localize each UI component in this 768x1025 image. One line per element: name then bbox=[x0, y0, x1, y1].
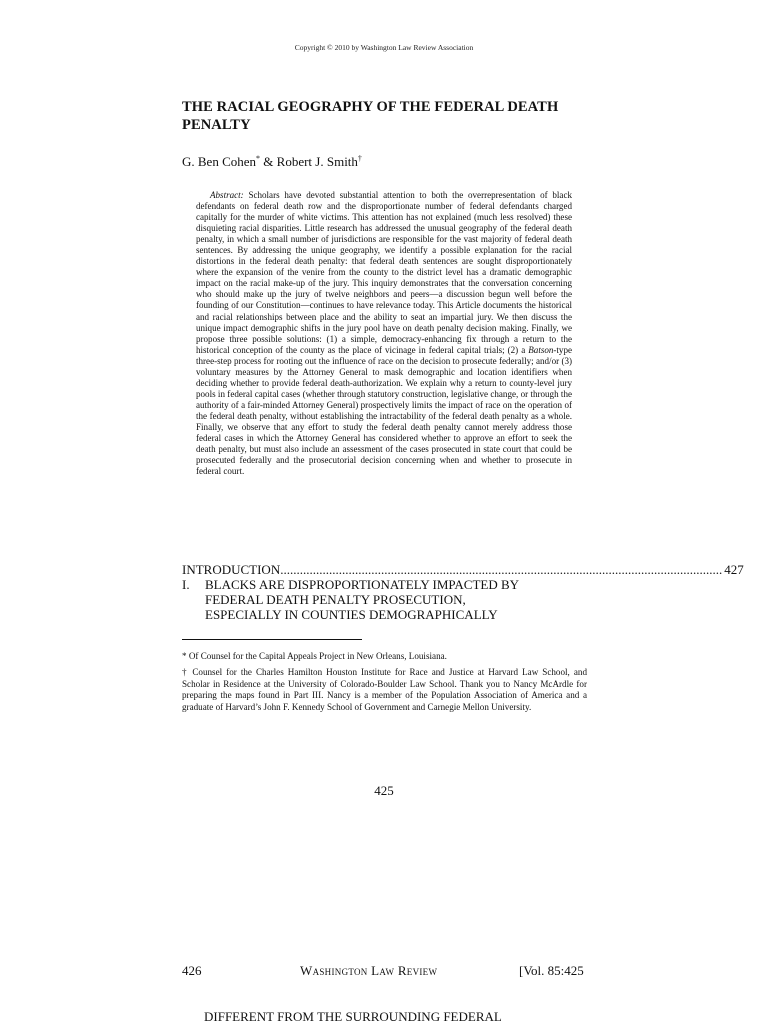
copyright-notice: Copyright © 2010 by Washington Law Review Association bbox=[294, 43, 474, 52]
author-2-footnote-mark: † bbox=[357, 154, 362, 163]
footnote-2: † Counsel for the Charles Hamilton Houston Institute for Race and Justice at Harvard Law School, and Scholar in Residence at the University of Colorado-Boulder Law School. Thank you to Nancy McArdle for preparing the maps found in Part III. Nancy is a member of the Population Association of America and a graduate of Harvard’s John F. Kennedy School of Government and Carnegie Mellon University. bbox=[182, 667, 587, 712]
author-1-footnote-mark: * bbox=[256, 154, 261, 163]
abstract-batson-term: Batson bbox=[528, 344, 554, 355]
footnote-divider bbox=[182, 639, 362, 640]
toc-entry-introduction bbox=[182, 562, 744, 577]
abstract-label: Abstract: bbox=[210, 190, 244, 200]
table-of-contents bbox=[182, 562, 744, 622]
author-line bbox=[182, 154, 362, 170]
toc-section-1-line-1: BLACKS ARE DISPROPORTIONATELY IMPACTED BY bbox=[205, 577, 520, 592]
toc-section-1-line-3: ESPECIALLY IN COUNTIES DEMOGRAPHICALLY bbox=[205, 607, 498, 622]
running-header-journal bbox=[300, 963, 437, 979]
toc-section-1-line-2: FEDERAL DEATH PENALTY PROSECUTION, bbox=[205, 592, 466, 607]
toc-section-1-number: I. bbox=[182, 577, 190, 592]
abstract-text-lead: Scholars have devoted substantial attention to both the overrepresentation of black defendants on federal death row and the disproportionate number of federal defendants charged capitally for the murder of white victims. This attention has not explained (much less resolved) these disquieting racial disparities. Little research has addressed the unusual geography of the federal death penalty, in which a small number of jurisdictions are responsible for the vast majority of federal death sentences. By addressing the unique geography, we identify a possible explanation for the racial distortions in the federal death penalty: that federal death sentences are sought disproportionately where the expansion of the venire from the county to the district level has a dramatic demographic impact on the racial make-up of the jury. This inquiry demonstrates that the conversation concerning who should make up the jury of twelve neighbors and peers—a discussion begun well before the founding of our Constitution—continues to have relevance today. This Article documents the historical and racial relationships between place and the ability to seat an impartial jury. We then discuss the unique impact demographic shifts in the jury pool have on death penalty decision making. Finally, we propose three possible solutions: (1) a simple, democracy-enhancing fix through a return to the historical conception of the county as the place of vicinage in federal capital trials; (2) a bbox=[196, 190, 572, 355]
toc-introduction-label: INTRODUCTION bbox=[182, 562, 281, 577]
toc-introduction-page: 427 bbox=[724, 562, 744, 577]
abstract bbox=[196, 190, 572, 477]
continued-section-heading: DIFFERENT FROM THE SURROUNDING FEDERAL bbox=[204, 1009, 502, 1024]
author-2: Robert J. Smith bbox=[276, 154, 358, 169]
toc-leader-dots: ........................................................................................................................................ bbox=[280, 562, 723, 577]
author-connector: & bbox=[260, 154, 277, 169]
toc-section-1-heading bbox=[205, 577, 519, 622]
article-title-line-2: PENALTY bbox=[182, 117, 251, 133]
journal-name: Washington Law Review bbox=[300, 963, 438, 978]
running-header-volume: [Vol. 85:425 bbox=[519, 963, 584, 978]
page-number: 425 bbox=[374, 783, 394, 798]
footnote-1: * Of Counsel for the Capital Appeals Project in New Orleans, Louisiana. bbox=[182, 651, 447, 661]
article-title-line-1: THE RACIAL GEOGRAPHY OF THE FEDERAL DEATH bbox=[182, 99, 559, 115]
abstract-text-rest: -type three-step process for rooting out the influence of race on the decision to prosecute federally; and/or (3) voluntary measures by the Attorney General to mask demographic and location identifiers when deciding whether to provide federal death-authorization. We explain why a return to county-level jury pools in federal capital cases (whether through statutory construction, legislative change, or through the authority of a fair-minded Attorney General) prospectively limits the impact of race on the operation of the federal death penalty, without establishing the intractability of the federal death penalty as a whole. Finally, we observe that any effort to study the federal death penalty cannot merely address those federal cases in which the Attorney General has considered whether to approve an effort to seek the death penalty, but must also include an assessment of the cases prosecuted in state court that could be prosecuted federally and the prosecutorial decision concerning when and whether to prosecute in federal court. bbox=[196, 344, 572, 477]
author-1: G. Ben Cohen bbox=[182, 154, 257, 169]
article-title bbox=[182, 98, 602, 134]
running-header-page-number: 426 bbox=[182, 963, 202, 978]
toc-entry-section-1 bbox=[182, 577, 587, 622]
